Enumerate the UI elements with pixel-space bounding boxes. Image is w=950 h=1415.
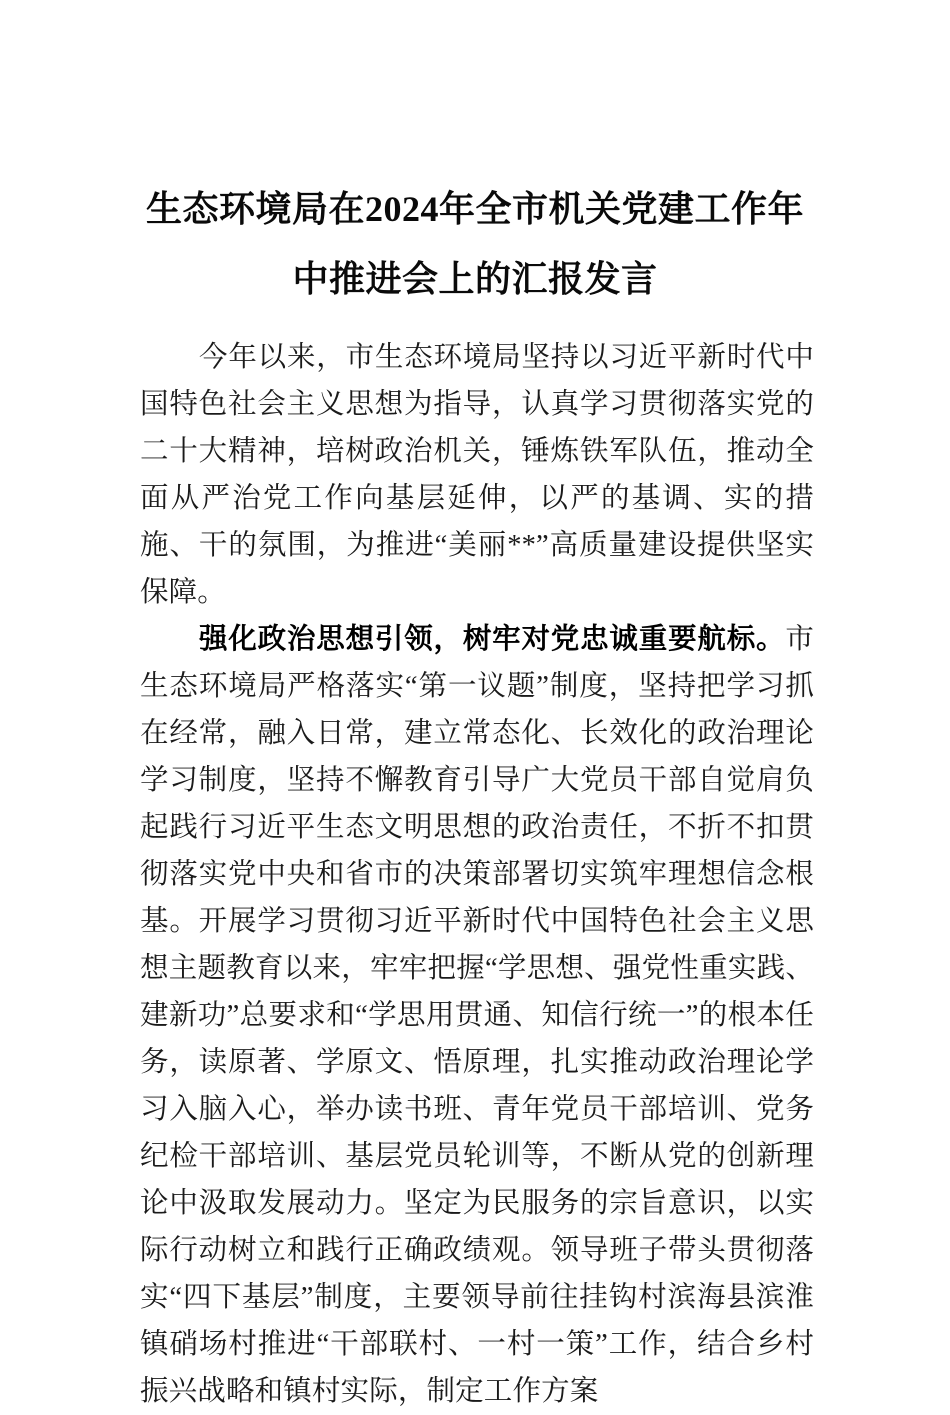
paragraph-section-one — [140, 616, 814, 1415]
section-body-text: 市生态环境局严格落实“第一议题”制度，坚持把学习抓在经常，融入日常，建立常态化、长效化的政治理论学习制度，坚持不懈教育引导广大党员干部自觉肩负起践行习近平生态文明思想的政治责任，不折不扣贯彻落实党中央和省市的决策部署切实筑牢理想信念根基。开展学习贯彻习近平新时代中国特色社会主义思想主题教育以来，牢牢把握“学思想、强党性重实践、建新功”总要求和“学思用贯通、知信行统一”的根本任务，读原著、学原文、悟原理，扎实推动政治理论学习入脑入心，举办读书班、青年党员干部培训、党务纪检干部培训、基层党员轮训等，不断从党的创新理论中汲取发展动力。坚定为民服务的宗旨意识，以实际行动树立和践行正确政绩观。领导班子带头贯彻落实“四下基层”制度，主要领导前往挂钩村滨海县滨淮镇硝场村推进“干部联村、一村一策”工作，结合乡村振兴战略和镇村实际，制定工作方案 — [140, 624, 814, 1407]
paragraph-intro: 今年以来，市生态环境局坚持以习近平新时代中国特色社会主义思想为指导，认真学习贯彻落实党的二十大精神，培树政治机关，锤炼铁军队伍，推动全面从严治党工作向基层延伸，以严的基调、实的措施、干的氛围，为推进“美丽**”高质量建设提供坚实保障。 — [140, 342, 814, 608]
section-heading-inline: 强化政治思想引领，树牢对党忠诚重要航标。 — [199, 623, 786, 655]
document-title-line-1: 生态环境局在2024年全市机关党建工作年 — [145, 189, 804, 230]
document-title-line-2: 中推进会上的汇报发言 — [292, 259, 658, 300]
document-title — [115, 174, 835, 314]
document-body — [140, 334, 814, 1415]
